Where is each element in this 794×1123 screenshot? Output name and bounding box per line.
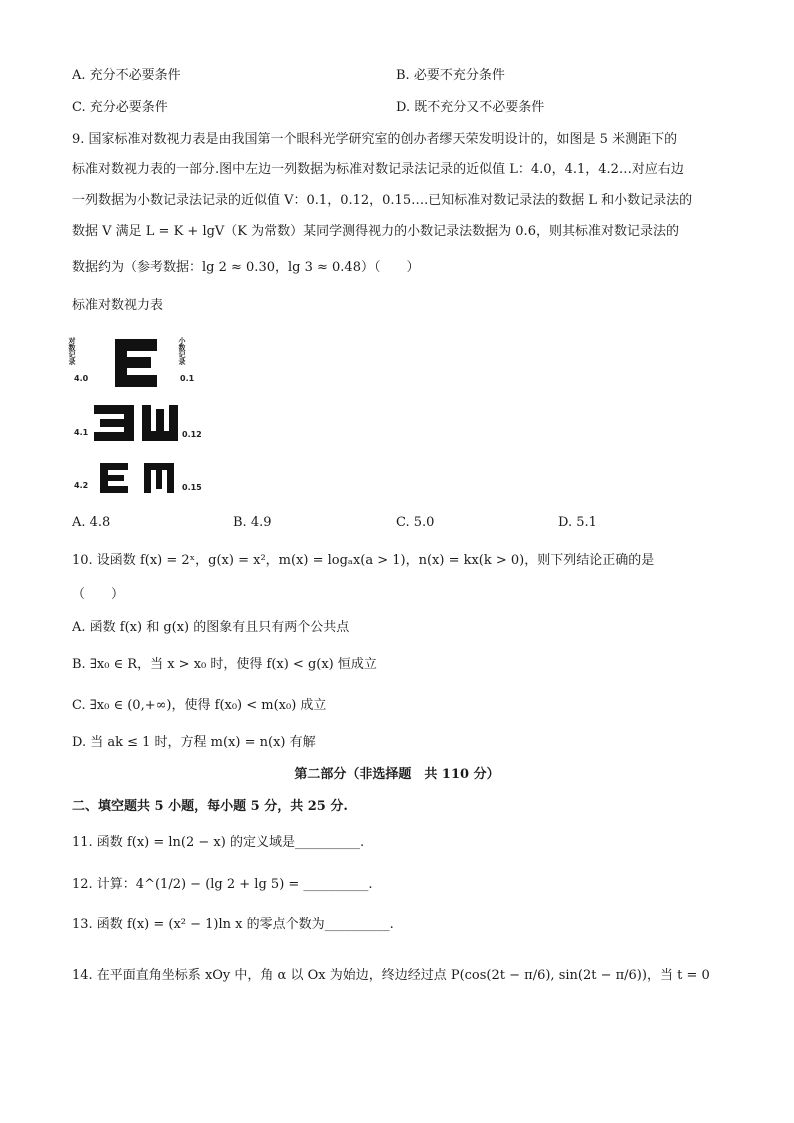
q10-option-d: D. 当 ak ≤ 1 时，方程 m(x) = n(x) 有解 xyxy=(72,735,316,750)
optotype-e-up-facing xyxy=(142,405,178,441)
q9-figure-caption: 标准对数视力表 xyxy=(72,298,164,313)
q9-option-b: B. 4.9 xyxy=(233,515,272,530)
q11: 11. 函数 f(x) = ln(2 − x) 的定义域是__________. xyxy=(72,835,365,850)
q8-option-c: C. 充分必要条件 xyxy=(72,100,168,115)
q9-line-3: 一列数据为小数记录法记录的近似值 V：0.1，0.12，0.15….已知标准对数记录法的数据 L 和小数记录法的 xyxy=(72,193,693,208)
q9-line-5: 数据约为（参考数据：lg 2 ≈ 0.30，lg 3 ≈ 0.48）（ ） xyxy=(72,260,420,275)
eye-chart-right-value-3: 0.15 xyxy=(182,483,202,492)
q10-option-c: C. ∃x₀ ∈ (0,+∞)，使得 f(x₀) < m(x₀) 成立 xyxy=(72,698,327,713)
q10-stem: 10. 设函数 f(x) = 2ˣ，g(x) = x²，m(x) = logₐx(a > 1)，n(x) = kx(k > 0)，则下列结论正确的是 xyxy=(72,553,655,568)
q9-line-4: 数据 V 满足 L = K + lgV（K 为常数）某同学测得视力的小数记录法数据为 0.6，则其标准对数记录法的 xyxy=(72,224,679,239)
optotype-e-large xyxy=(115,339,157,387)
q8-option-b: B. 必要不充分条件 xyxy=(396,68,505,83)
q9-option-d: D. 5.1 xyxy=(558,515,597,530)
q8-option-d: D. 既不充分又不必要条件 xyxy=(396,100,545,115)
q10-option-b: B. ∃x₀ ∈ R，当 x > x₀ 时，使得 f(x) < g(x) 恒成立 xyxy=(72,657,377,672)
eye-chart-figure xyxy=(70,325,210,500)
section-two-title: 二、填空题共 5 小题，每小题 5 分，共 25 分. xyxy=(72,799,348,814)
eye-chart-left-value-3: 4.2 xyxy=(74,481,89,490)
q9-option-a: A. 4.8 xyxy=(72,515,111,530)
eye-chart-left-value-2: 4.1 xyxy=(74,428,89,437)
eye-chart-right-header: 小数记录 xyxy=(178,337,186,365)
optotype-e-down-facing-small xyxy=(144,463,174,493)
q8-option-a: A. 充分不必要条件 xyxy=(72,68,181,83)
q9-option-c: C. 5.0 xyxy=(396,515,435,530)
q12: 12. 计算：4^(1/2) − (lg 2 + lg 5) = __________. xyxy=(72,877,373,892)
eye-chart-left-value-1: 4.0 xyxy=(74,374,89,383)
eye-chart-left-header: 对数记录 xyxy=(68,337,76,365)
q10-option-a: A. 函数 f(x) 和 g(x) 的图象有且只有两个公共点 xyxy=(72,620,350,635)
eye-chart-right-value-1: 0.1 xyxy=(180,374,195,383)
q9-line-1: 9. 国家标准对数视力表是由我国第一个眼科光学研究室的创办者缪天荣发明设计的，如图是 5 米测距下的 xyxy=(72,132,678,147)
eye-chart-right-value-2: 0.12 xyxy=(182,430,202,439)
optotype-e-right-facing-small xyxy=(100,463,128,493)
q13: 13. 函数 f(x) = (x² − 1)ln x 的零点个数为__________. xyxy=(72,917,394,932)
optotype-e-left-facing xyxy=(94,405,134,441)
q14: 14. 在平面直角坐标系 xOy 中，角 α 以 Ox 为始边，终边经过点 P(cos(2t − π/6), sin(2t − π/6))，当 t = 0 xyxy=(72,968,710,983)
q10-answer-blank: （ ） xyxy=(72,587,125,602)
part-two-title: 第二部分（非选择题 共 110 分） xyxy=(294,767,500,782)
q9-line-2: 标准对数视力表的一部分.图中左边一列数据为标准对数记录法记录的近似值 L：4.0，4.1，4.2…对应右边 xyxy=(72,162,684,177)
